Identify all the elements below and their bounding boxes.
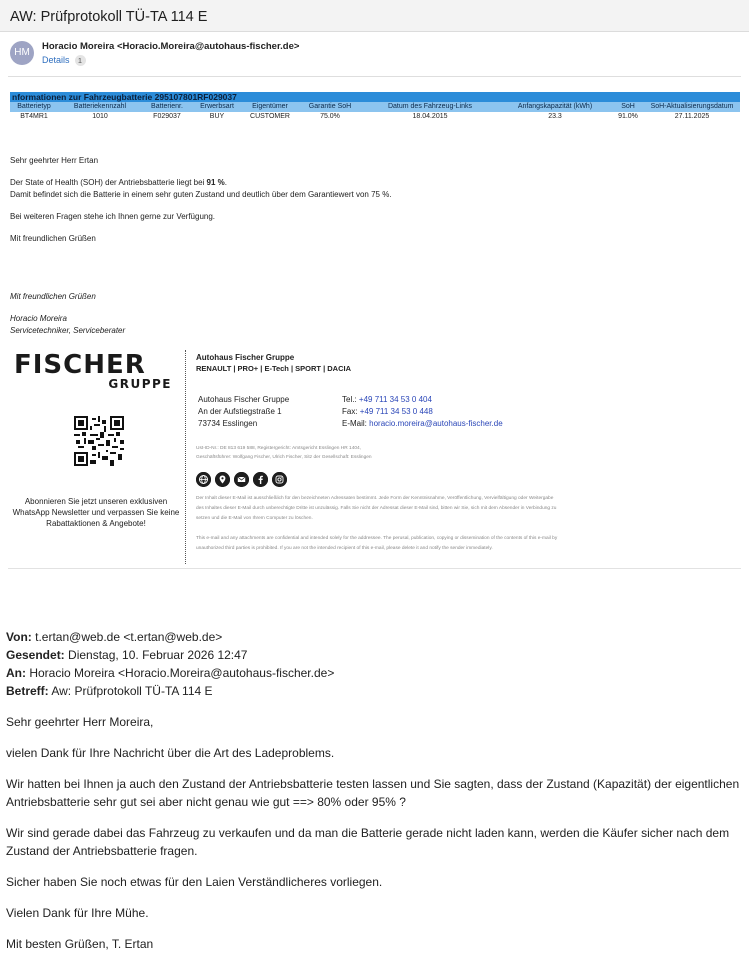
company-details bbox=[196, 352, 741, 551]
reply-to bbox=[6, 664, 744, 682]
reply-subject bbox=[6, 682, 744, 700]
company-signature bbox=[10, 350, 740, 564]
battery-table-title: nformationen zur Fahrzeugbatterie 295107801RF029037 bbox=[10, 92, 740, 102]
message-closing: Mit freundlichen Grüßen bbox=[10, 234, 96, 243]
address-line: 73734 Esslingen bbox=[198, 419, 258, 428]
company-brands: RENAULT | PRO+ | E-Tech | SPORT | DACIA bbox=[196, 364, 352, 373]
fax-link[interactable]: +49 711 34 53 0 448 bbox=[359, 407, 433, 416]
header-cell: Garantie SoH bbox=[308, 103, 352, 110]
sent-value: Dienstag, 10. Februar 2026 12:47 bbox=[64, 648, 248, 662]
header-cell: SoH-Aktualisierungsdatum bbox=[650, 103, 734, 110]
company-address bbox=[198, 394, 289, 430]
details-label[interactable]: Details bbox=[42, 55, 70, 65]
instagram-icon[interactable] bbox=[272, 472, 287, 487]
reply-paragraph: vielen Dank für Ihre Nachricht über die Art des Ladeproblems. bbox=[6, 746, 335, 760]
header-cell: Datum des Fahrzeug-Links bbox=[387, 103, 473, 110]
tel-label: Tel.: bbox=[342, 395, 359, 404]
company-title: Autohaus Fischer Gruppe bbox=[196, 353, 295, 362]
details-count-badge: 1 bbox=[75, 55, 86, 66]
email-subject-bar bbox=[0, 0, 749, 32]
subject-value: Aw: Prüfprotokoll TÜ-TA 114 E bbox=[48, 684, 213, 698]
reply-paragraph: Wir sind gerade dabei das Fahrzeug zu verkaufen und da man die Batterie gerade nicht laden kann, werden die Käufer sicher nach dem Zustand der Antriebsbatterie fragen. bbox=[6, 826, 730, 858]
value-cell: F029037 bbox=[153, 113, 181, 120]
logo-main-text: FISCHER bbox=[14, 350, 146, 380]
fischer-logo bbox=[14, 352, 174, 390]
message-greeting: Sehr geehrter Herr Ertan bbox=[10, 156, 99, 165]
header-cell: Batterietyp bbox=[17, 103, 51, 110]
to-value[interactable]: Horacio Moreira <Horacio.Moreira@autohaus-fischer.de> bbox=[26, 666, 335, 680]
reply-sent bbox=[6, 646, 744, 664]
tel-link[interactable]: +49 711 34 53 0 404 bbox=[358, 395, 432, 404]
reply-paragraph: Mit besten Grüßen, T. Ertan bbox=[6, 937, 154, 951]
mail-icon[interactable] bbox=[234, 472, 249, 487]
from-label: Von: bbox=[6, 630, 32, 644]
value-cell: BUY bbox=[209, 113, 225, 120]
company-legal-info bbox=[196, 444, 566, 462]
details-link[interactable] bbox=[42, 55, 86, 66]
battery-table-header-row bbox=[10, 102, 740, 112]
soh-suffix: . bbox=[224, 178, 228, 187]
reply-paragraph: Sicher haben Sie noch etwas für den Laien Verständlicheres vorliegen. bbox=[6, 875, 383, 889]
message-line3: Bei weiteren Fragen stehe ich Ihnen gerne zur Verfügung. bbox=[10, 212, 216, 221]
header-cell: Batteriekennzahl bbox=[73, 103, 127, 110]
battery-table-value-row bbox=[10, 112, 740, 122]
address-line: An der Aufstiegstraße 1 bbox=[198, 407, 282, 416]
legal-line: Geschäftsführer: Wolfgang Fischer, Ulrich Fischer, Sitz der Gesellschaft: Esslingen bbox=[196, 455, 372, 460]
disclaimer-english: This e-mail and any attachments are confidential and intended solely for the addressee. The perusal, publication, copying or dissemination of the contents of this e-mail by unauthorized third parties is prohibited. If you are not the intended recipient of this e-mail, please delete it and notify the sender immediately. bbox=[196, 536, 558, 551]
divider bbox=[8, 568, 741, 569]
signature-divider bbox=[185, 350, 186, 564]
reply-paragraph: Sehr geehrter Herr Moreira, bbox=[6, 715, 154, 729]
soh-value: 91 % bbox=[206, 178, 225, 187]
sent-label: Gesendet: bbox=[6, 648, 65, 662]
value-cell: BT4MR1 bbox=[20, 113, 48, 120]
header-cell: Batterienr. bbox=[151, 103, 183, 110]
quoted-reply bbox=[6, 628, 744, 953]
value-cell: 23.3 bbox=[548, 113, 562, 120]
email-label: E-Mail: bbox=[342, 419, 370, 428]
signature-closing: Mit freundlichen Grüßen bbox=[10, 292, 96, 301]
social-icons bbox=[196, 472, 287, 488]
header-cell: Erwerbsart bbox=[200, 103, 234, 110]
value-cell: 75.0% bbox=[320, 113, 340, 120]
signature-name: Horacio Moreira bbox=[10, 314, 67, 323]
signature-role: Servicetechniker, Serviceberater bbox=[10, 326, 126, 335]
qr-code-icon[interactable] bbox=[74, 416, 124, 466]
reply-paragraph: Vielen Dank für Ihre Mühe. bbox=[6, 906, 149, 920]
value-cell: 91.0% bbox=[618, 113, 638, 120]
to-label: An: bbox=[6, 666, 26, 680]
address-line: Autohaus Fischer Gruppe bbox=[198, 395, 290, 404]
sender-name[interactable]: Horacio Moreira <Horacio.Moreira@autohaus-fischer.de> bbox=[42, 41, 300, 52]
legal-line: Ust-ID-Nr.: DE 813 619 588, Registergericht: Amtsgericht Esslingen HR 1404, bbox=[196, 446, 362, 451]
email-link[interactable]: horacio.moreira@autohaus-fischer.de bbox=[369, 419, 503, 428]
globe-icon[interactable] bbox=[196, 472, 211, 487]
email-subject: AW: Prüfprotokoll TÜ-TA 114 E bbox=[10, 9, 208, 25]
message-line2: Damit befindet sich die Batterie in einem sehr guten Zustand und deutlich über dem Garantiewert von 75 %. bbox=[10, 190, 392, 199]
disclaimer-german: Der Inhalt dieser E-Mail ist ausschließlich für den bezeichneten Adressaten bestimmt. Jede Form der Kenntnisnahme, Veröffentlichung, Vervielfältigung oder Weitergabe des Inhaltes dieser E-Mail durch unberechtigte Dritte ist unzulässig. Falls Sie nicht der Adressat dieser E-Mail sind, bitten wir Sie, sich mit dem Absender in Verbindung zu setzen und die E-Mail von Ihrem Computer zu löschen. bbox=[196, 496, 557, 521]
subject-label: Betreff: bbox=[6, 684, 49, 698]
avatar[interactable]: HM bbox=[10, 41, 34, 65]
message-soh-line bbox=[10, 178, 227, 187]
whatsapp-newsletter-text[interactable]: Abonnieren Sie jetzt unseren exklusiven WhatsApp Newsletter und verpassen Sie keine Rabattaktionen & Angebote! bbox=[12, 497, 180, 528]
facebook-icon[interactable] bbox=[253, 472, 268, 487]
header-cell: Eigentümer bbox=[252, 103, 288, 110]
divider bbox=[8, 76, 741, 77]
header-cell: Anfangskapazität (kWh) bbox=[517, 103, 593, 110]
battery-info-table bbox=[10, 92, 740, 122]
reply-paragraph: Wir hatten bei Ihnen ja auch den Zustand der Antriebsbatterie testen lassen und Sie sagten, dass der Zustand (Kapazität) der eigentlichen Antriebsbatterie sehr gut sei aber nicht genau wie gut ==> 80% oder 95% ? bbox=[6, 777, 740, 809]
from-value[interactable]: t.ertan@web.de <t.ertan@web.de> bbox=[31, 630, 223, 644]
soh-prefix: Der State of Health (SOH) der Antriebsbatterie liegt bei bbox=[10, 178, 207, 187]
value-cell: 27.11.2025 bbox=[674, 113, 710, 120]
fax-label: Fax: bbox=[342, 407, 360, 416]
logo-sub-text: GRUPPE bbox=[108, 377, 172, 391]
sender-row bbox=[10, 41, 740, 69]
value-cell: 1010 bbox=[92, 113, 108, 120]
reply-from bbox=[6, 628, 744, 646]
value-cell: CUSTOMER bbox=[250, 113, 290, 120]
company-contact bbox=[342, 394, 503, 430]
location-pin-icon[interactable] bbox=[215, 472, 230, 487]
value-cell: 18.04.2015 bbox=[412, 113, 448, 120]
header-cell: SoH bbox=[621, 103, 635, 110]
